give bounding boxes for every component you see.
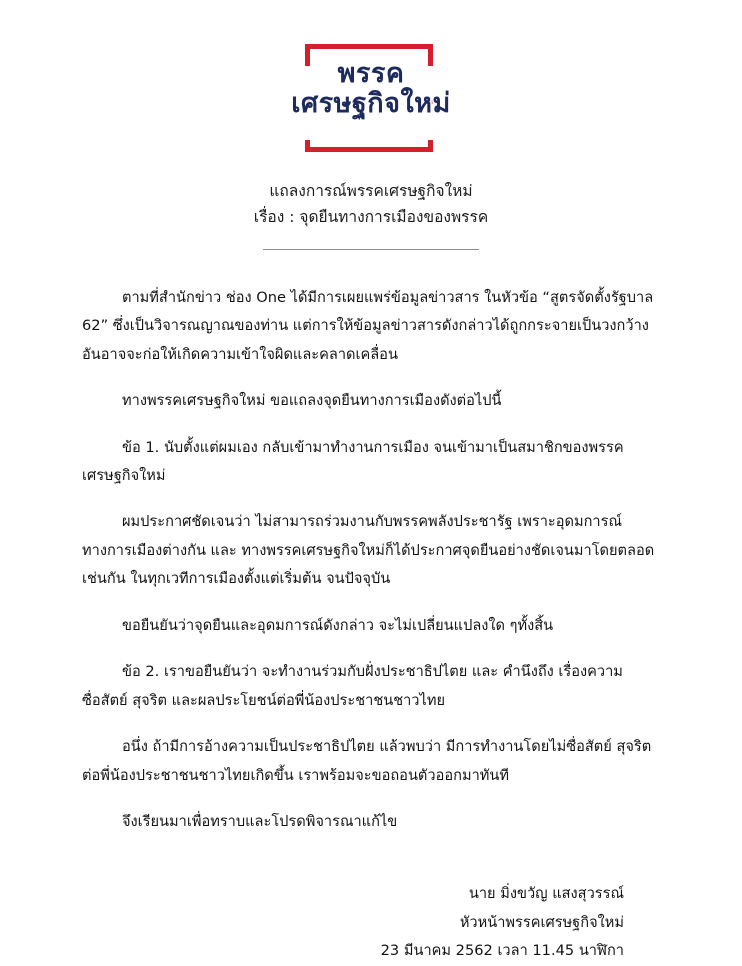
signer-position: หัวหน้าพรรคเศรษฐกิจใหม่: [459, 913, 624, 931]
signer-name: นาย มิ่งขวัญ แสงสุวรรณ์: [468, 885, 624, 903]
body-paragraph: ผมประกาศชัดเจนว่า ไม่สามารถร่วมงานกับพรรคพลังประชารัฐ เพราะอุดมการณ์ทางการเมืองต่างกัน และ ทางพรรคเศรษฐกิจใหม่ก็ได้ประกาศจุดยืนอย่างชัดเจนมาโดยตลอดเช่นกัน ในทุกเวทีการเมืองตั้งแต่เริ่มต้น จนปัจจุบัน: [82, 513, 655, 588]
body-paragraph: ข้อ 2. เราขอยืนยันว่า จะทำงานร่วมกับฝั่งประชาธิปไตย และ คำนึงถึง เรื่องความซื่อสัตย์ สุจริต และผลประโยชน์ต่อพี่น้องประชาชนชาวไทย: [82, 663, 623, 709]
signature-datetime: 23 มีนาคม 2562 เวลา 11.45 นาฬิกา: [380, 942, 624, 960]
logo-mark: [287, 38, 455, 160]
logo-line-2: เศรษฐกิจใหม่: [291, 88, 451, 120]
body-paragraph: อนึ่ง ถ้ามีการอ้างความเป็นประชาธิปไตย แล้วพบว่า มีการทำงานโดยไม่ซื่อสัตย์ สุจริต ต่อพี่น้องประชาชนชาวไทยเกิดขึ้น เราพร้อมจะขอถอนตัวออกมาทันที: [82, 738, 652, 784]
party-logo: [271, 0, 471, 160]
body-paragraph: จึงเรียนมาเพื่อทราบและโปรดพิจารณาแก้ไข: [122, 813, 398, 831]
body-paragraph: ตามที่สำนักข่าว ช่อง One ได้มีการเผยแพร่ข้อมูลข่าวสาร ในหัวข้อ “สูตรจัดตั้งรัฐบาล 62” ซึ่งเป็นวิจารณญาณของท่าน แต่การให้ข้อมูลข่าวสารดังกล่าวได้ถูกกระจายเป็นวงกว้าง อันอาจจะก่อให้เกิดความเข้าใจผิดและคลาดเคลื่อน: [82, 288, 654, 363]
body-paragraph: ทางพรรคเศรษฐกิจใหม่ ขอแถลงจุดยืนทางการเมืองดังต่อไปนี้: [122, 392, 502, 410]
signature-block: [60, 880, 682, 965]
document-subject: เรื่อง : จุดยืนทางการเมืองของพรรค: [253, 208, 489, 227]
document-title: แถลงการณ์พรรคเศรษฐกิจใหม่: [269, 182, 473, 200]
logo-line-1: พรรค: [337, 58, 405, 89]
body-paragraph: ขอยืนยันว่าจุดยืนและอุดมการณ์ดังกล่าว จะไม่เปลี่ยนแปลงใด ๆทั้งสิ้น: [122, 616, 554, 634]
logo-text: [287, 60, 455, 119]
body-paragraph: ข้อ 1. นับตั้งแต่ผมเอง กลับเข้ามาทำงานการเมือง จนเข้ามาเป็นสมาชิกของพรรคเศรษฐกิจใหม่: [82, 438, 624, 484]
title-divider: [263, 249, 479, 250]
document-body: [60, 284, 682, 837]
